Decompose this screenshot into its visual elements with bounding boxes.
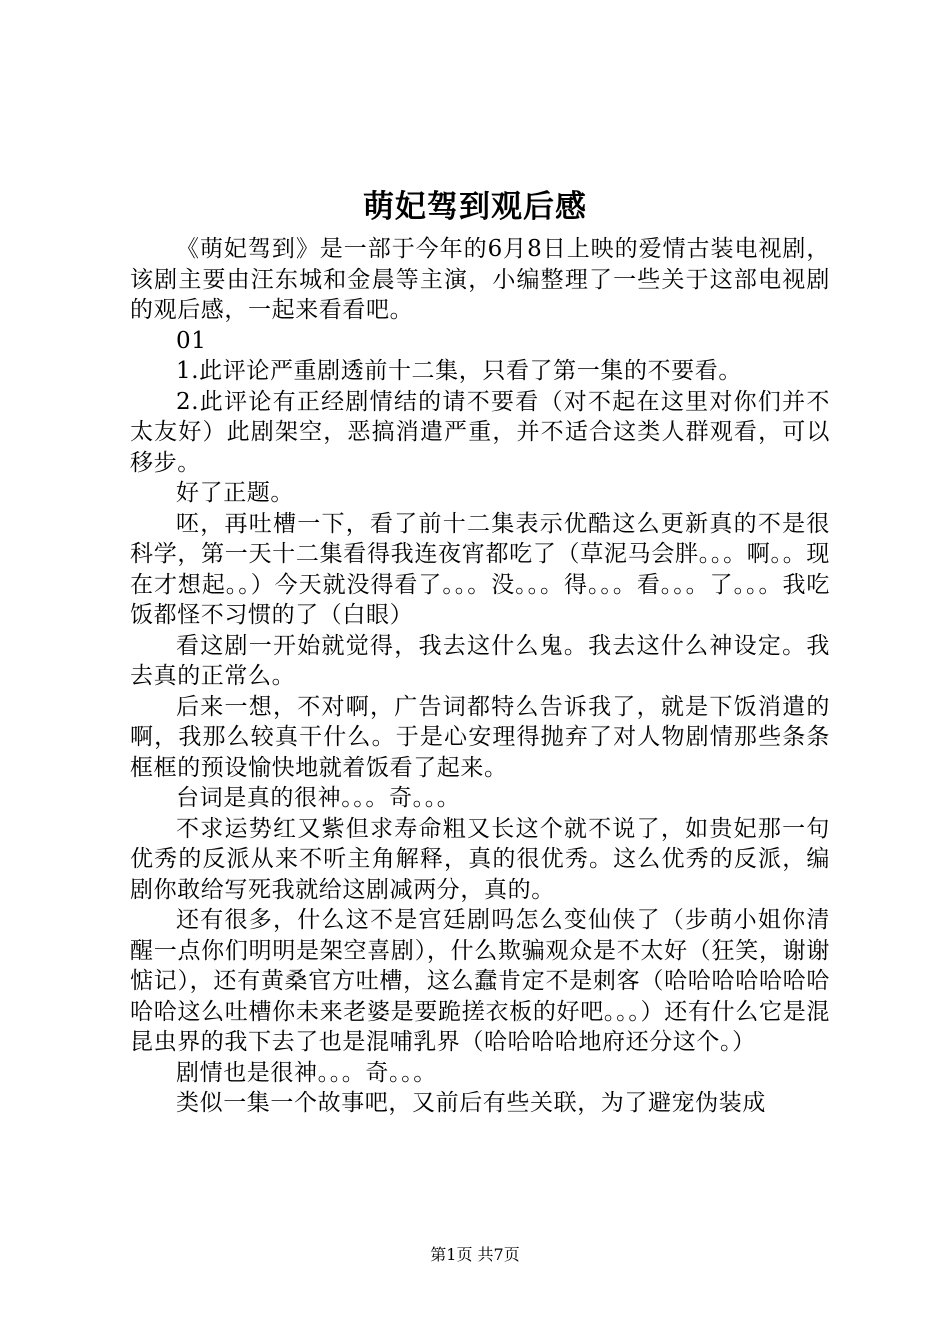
paragraph: 类似一集一个故事吧，又前后有些关联，为了避宠伪装成 [176,1090,766,1116]
paragraph: 后来一想，不对啊，广告词都特么告诉我了，就是下饭消遣的啊，我那么较真干什么。于是心安理得抛弃了对人物剧情那些条条框框的预设愉快地就着饭看了起来。 [130,693,830,781]
paragraph: 不求运势红又紫但求寿命粗又长这个就不说了，如贵妃那一句优秀的反派从来不听主角解释，真的很优秀。这么优秀的反派，编剧你敢给写死我就给这剧减两分，真的。 [130,815,830,903]
paragraph: 还有很多，什么这不是宫廷剧吗怎么变仙侠了（步萌小姐你清醒一点你们明明是架空喜剧），什么欺骗观众是不太好（狂笑，谢谢惦记），还有黄桑官方吐槽，这么蠢肯定不是刺客（哈哈哈哈哈哈哈哈哈这么吐槽你未来老婆是要跪搓衣板的好吧。。。）还有什么它是混昆虫界的我下去了也是混哺乳界（哈哈哈哈地府还分这个。） [130,907,830,1055]
paragraph: 剧情也是很神。。。奇。。。 [176,1059,437,1086]
article-body [130,234,830,1119]
paragraph: 台词是真的很神。。。奇。。。 [176,785,461,811]
paragraph: 看这剧一开始就觉得，我去这什么鬼。我去这什么神设定。我去真的正常么。 [130,632,830,689]
paragraph: 呸，再吐槽一下，看了前十二集表示优酷这么更新真的不是很科学，第一天十二集看得我连夜宵都吃了（草泥马会胖。。。啊。。现在才想起。。）今天就没得看了。。。没。。。得。。。看。。。了。。。我吃饭都怪不习惯的了（白眼） [130,510,830,628]
page-number-footer: 第1页 共7页 [430,1245,520,1264]
paragraph-intro: 《萌妃驾到》是一部于今年的6月8日上映的爱情古装电视剧，该剧主要由汪东城和金晨等主演，小编整理了一些关于这部电视剧的观后感，一起来看看吧。 [130,236,830,323]
paragraph: 好了正题。 [176,480,294,506]
page-title: 萌妃驾到观后感 [363,189,587,225]
paragraph-note-2: 2.此评论有正经剧情结的请不要看（对不起在这里对你们并不太友好）此剧架空，恶搞消遣严重，并不适合这类人群观看，可以移步。 [130,388,830,476]
paragraph-section-number: 01 [176,327,207,354]
paragraph-note-1: 1.此评论严重剧透前十二集，只看了第一集的不要看。 [176,358,742,384]
